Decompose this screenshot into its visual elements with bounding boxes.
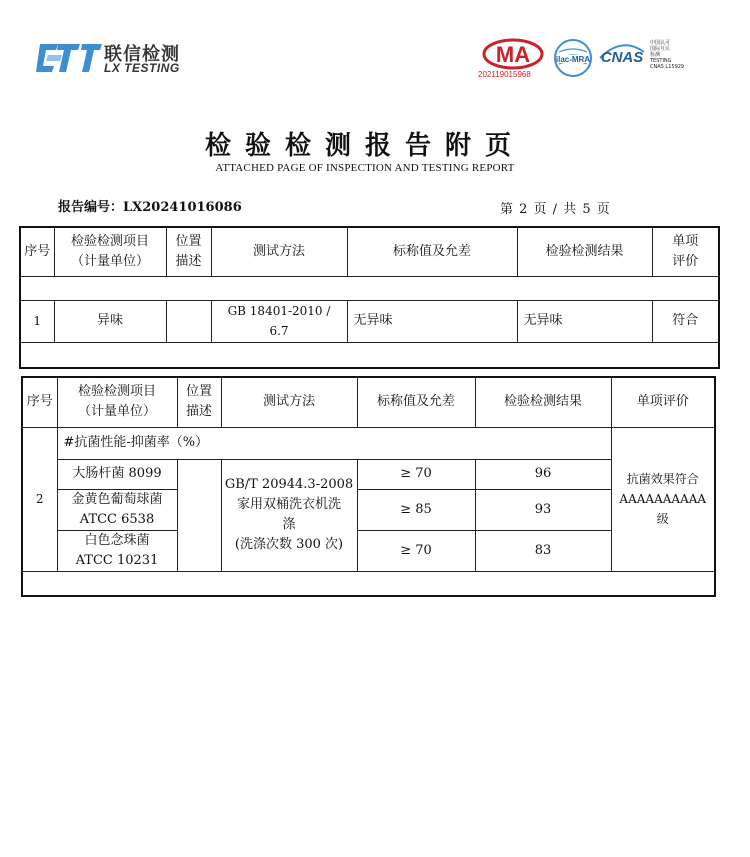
header-cell: 检验检测项目 （计量单位） — [57, 377, 177, 427]
row-number: 2 — [22, 427, 57, 571]
header-cell: 标称值及允差 — [357, 377, 475, 427]
cnas-line: 检测 — [650, 52, 661, 58]
header-cell: 检验检测结果 — [475, 377, 611, 427]
table-header-row — [20, 227, 719, 276]
header-cell: 位置 描述 — [166, 227, 211, 276]
logo-en-text: LX TESTING — [104, 61, 180, 75]
result-cell: 96 — [475, 459, 611, 489]
nominal-cell: ≥ 85 — [357, 489, 475, 530]
evaluation-cell: 符合 — [652, 300, 719, 342]
cnas-logo-icon — [598, 40, 646, 68]
row-number: 1 — [20, 300, 54, 342]
svg-text:MA: MA — [495, 42, 531, 67]
header-cell: 序号 — [22, 377, 57, 427]
header-cell: 单项评价 — [611, 377, 715, 427]
svg-text:CNAS: CNAS — [600, 49, 644, 66]
header-cell: 标称值及允差 — [347, 227, 517, 276]
report-number-label: 报告编号： — [58, 200, 124, 215]
nominal-cell: ≥ 70 — [357, 459, 475, 489]
ilac-mra-icon — [553, 38, 593, 78]
cma-seal-icon — [482, 38, 544, 70]
position-cell — [166, 300, 211, 342]
table-header-row — [22, 377, 715, 427]
result-cell: 无异味 — [517, 300, 652, 342]
method-cell: GB/T 20944.3-2008 家用双桶洗衣机洗 涤 (洗涤次数 300 次) — [221, 459, 357, 571]
result-cell: 93 — [475, 489, 611, 530]
item-cell: 白色念珠菌 ATCC 10231 — [57, 530, 177, 571]
table-row — [20, 300, 719, 342]
result-cell: 83 — [475, 530, 611, 571]
header-cell: 检验检测结果 — [517, 227, 652, 276]
page-info: 第 2 页 / 共 5 页 — [500, 202, 611, 217]
header-cell: 测试方法 — [221, 377, 357, 427]
method-cell: GB 18401-2010 / 6.7 — [211, 300, 347, 342]
position-cell — [177, 459, 221, 571]
page-title: 检验检测报告附页 — [204, 131, 525, 161]
header-cell: 测试方法 — [211, 227, 347, 276]
cnas-line: 中国认可 — [650, 40, 671, 46]
nominal-cell: ≥ 70 — [357, 530, 475, 571]
header-cell: 检验检测项目 （计量单位） — [54, 227, 166, 276]
item-cell: 异味 — [54, 300, 166, 342]
report-number — [58, 196, 242, 215]
cnas-line: TESTING — [650, 58, 672, 64]
blank-row — [20, 276, 719, 300]
cnas-line: 国际互认 — [650, 46, 671, 52]
header-cell: 位置 描述 — [177, 377, 221, 427]
report-number-value: LX20241016086 — [123, 200, 242, 215]
cnas-line: CNAS L15929 — [650, 64, 685, 70]
page-subtitle: ATTACHED PAGE OF INSPECTION AND TESTING REPORT — [215, 162, 515, 174]
header-cell: 单项 评价 — [652, 227, 719, 276]
nominal-cell: 无异味 — [347, 300, 517, 342]
svg-text:ilac-MRA: ilac-MRA — [555, 55, 591, 64]
cma-number: 202119015968 — [478, 70, 531, 79]
lx-logo-icon — [36, 38, 102, 78]
evaluation-cell: 抗菌效果符合 AAAAAAAAAA 级 — [611, 427, 715, 571]
inspection-table-1 — [19, 226, 720, 369]
blank-row — [22, 571, 715, 596]
blank-row — [20, 342, 719, 368]
group-title: #抗菌性能-抑菌率（%） — [57, 427, 611, 459]
header-cell: 序号 — [20, 227, 54, 276]
group-title-row — [22, 427, 715, 459]
logo-cn-text: 联信检测 — [104, 44, 180, 65]
inspection-table-2 — [21, 376, 716, 597]
cnas-caption — [650, 40, 700, 70]
item-cell: 金黄色葡萄球菌 ATCC 6538 — [57, 489, 177, 530]
item-cell: 大肠杆菌 8099 — [57, 459, 177, 489]
